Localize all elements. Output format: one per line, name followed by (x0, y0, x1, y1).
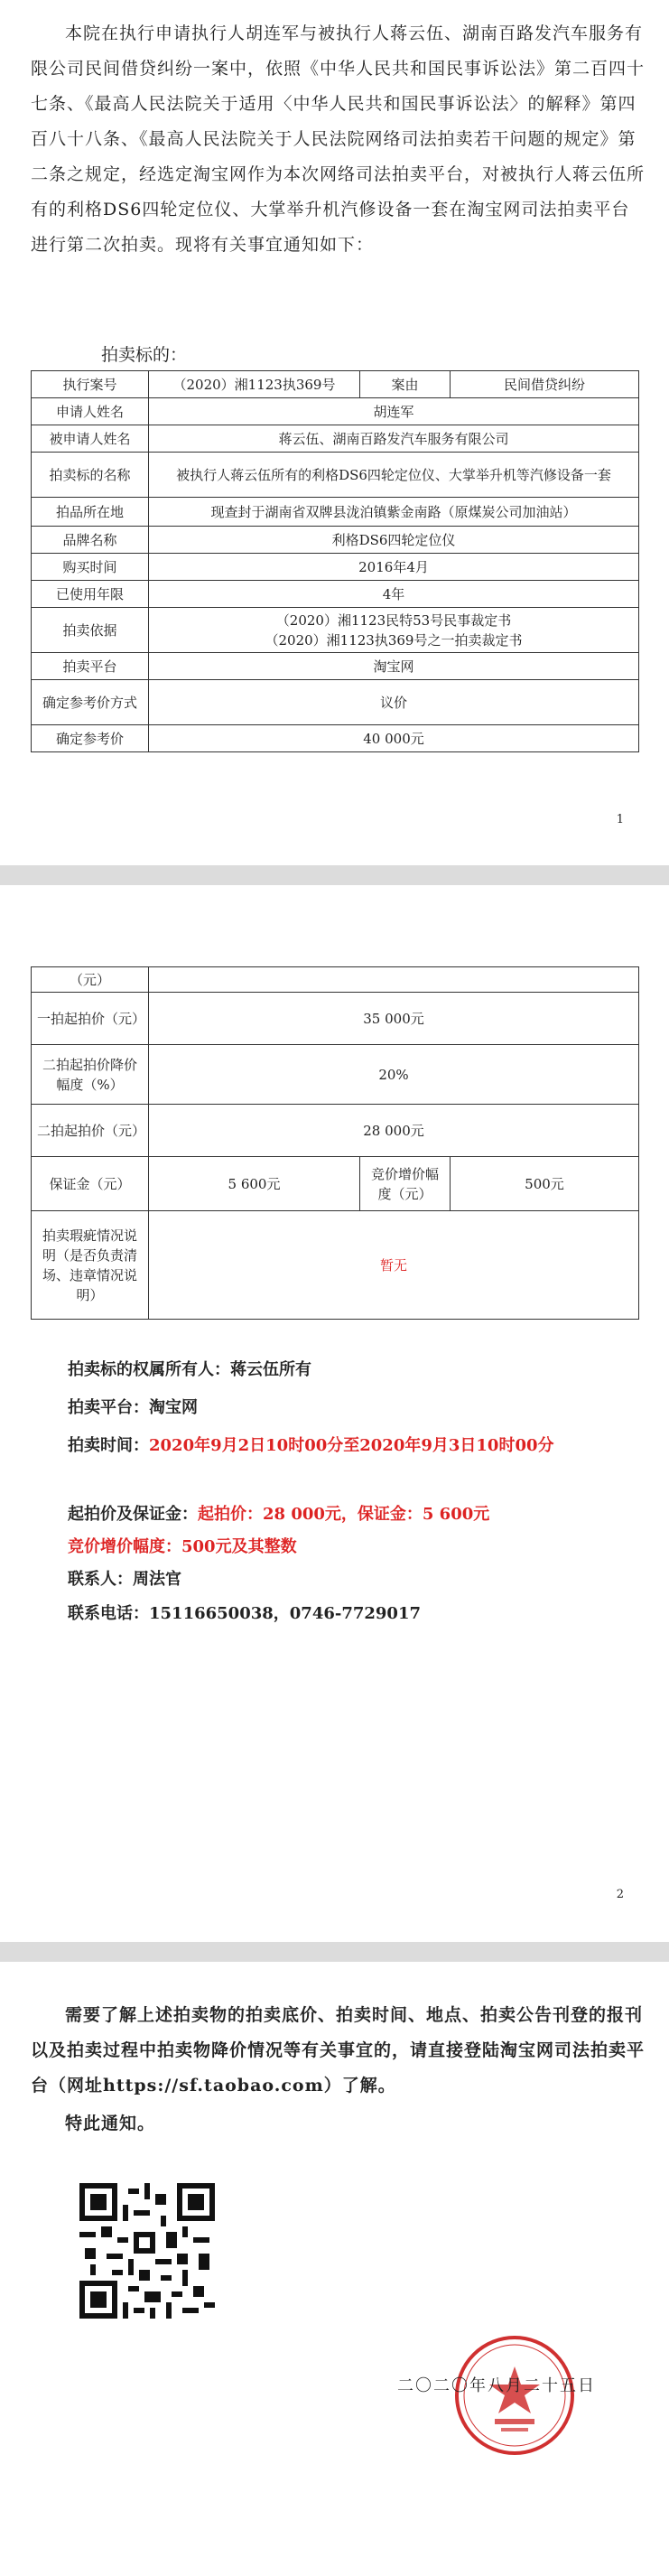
table-row (32, 554, 639, 581)
cell-key: 拍卖依据 (32, 608, 149, 653)
page-number: 2 (616, 1888, 624, 1901)
cell-value: 胡连军 (149, 398, 639, 425)
table-row (32, 398, 639, 425)
defect-value: 暂无 (149, 1211, 639, 1320)
table-row (32, 453, 639, 498)
auction-table-2 (31, 966, 639, 1320)
cell-key: 执行案号 (32, 371, 149, 398)
cell-key: （元） (32, 967, 149, 993)
table-row (32, 498, 639, 527)
cell-key: 确定参考价方式 (32, 680, 149, 725)
cell-key: 品牌名称 (32, 527, 149, 554)
notice-paragraph: 需要了解上述拍卖物的拍卖底价、拍卖时间、地点、拍卖公告刊登的报刊以及拍卖过程中拍卖物降价情况等有关事宜的，请直接登陆淘宝网司法拍卖平台（网址https://sf.taobao.com）了解。 (31, 2005, 646, 2095)
owner-line: 拍卖标的权属所有人：蒋云伍所有 (68, 1360, 311, 1379)
table-row (32, 527, 639, 554)
cell-value (149, 967, 639, 993)
table-row (32, 1211, 639, 1320)
defect-label: 拍卖瑕疵情况说明（是否负责清场、违章情况说明） (32, 1211, 149, 1320)
cell-value: 28 000元 (149, 1105, 639, 1157)
cell-value: 现查封于湖南省双牌县泷泊镇紫金南路（原煤炭公司加油站） (149, 498, 639, 527)
cell-key: 确定参考价 (32, 725, 149, 752)
cell-key: 拍卖平台 (32, 653, 149, 680)
cell-value: （2020）湘1123执369号 (149, 371, 360, 398)
table-row (32, 725, 639, 752)
contact-line: 联系人：周法官 (68, 1570, 181, 1589)
cell-key: 二拍起拍价降价幅度（%） (32, 1045, 149, 1105)
cell-value: 议价 (149, 680, 639, 725)
cell-key: 案由 (360, 371, 451, 398)
table-row (32, 1157, 639, 1211)
cell-value: 利格DS6四轮定位仪 (149, 527, 639, 554)
increment-label: 竞价增价幅度（元） (360, 1157, 451, 1211)
cell-key: 已使用年限 (32, 581, 149, 608)
table-row (32, 1045, 639, 1105)
cell-value: 淘宝网 (149, 653, 639, 680)
page-2 (0, 885, 669, 1942)
cell-key: 拍卖标的名称 (32, 453, 149, 498)
deposit-value: 5 600元 (149, 1157, 360, 1211)
table-row (32, 608, 639, 653)
table-row (32, 1105, 639, 1157)
cell-key: 被申请人姓名 (32, 425, 149, 453)
table-row (32, 680, 639, 725)
table-row (32, 653, 639, 680)
table-row (32, 967, 639, 993)
cell-value: 20% (149, 1045, 639, 1105)
cell-value: 民间借贷纠纷 (451, 371, 639, 398)
deposit-label: 保证金（元） (32, 1157, 149, 1211)
cell-key: 申请人姓名 (32, 398, 149, 425)
platform-line: 拍卖平台：淘宝网 (68, 1398, 198, 1417)
page-1 (0, 0, 669, 865)
increment-value: 500元 (451, 1157, 639, 1211)
cell-value: 蒋云伍、湖南百路发汽车服务有限公司 (149, 425, 639, 453)
auction-table-1 (31, 370, 639, 752)
cell-value: 4年 (149, 581, 639, 608)
cell-value: 被执行人蒋云伍所有的利格DS6四轮定位仪、大掌举升机等汽修设备一套 (149, 453, 639, 498)
cell-value: 35 000元 (149, 993, 639, 1045)
cell-value: 40 000元 (149, 725, 639, 752)
time-line: 拍卖时间：2020年9月2日10时00分至2020年9月3日10时00分 (68, 1436, 554, 1455)
notice-date: 二〇二〇年八月二十五日 (397, 2376, 596, 2395)
table-row (32, 993, 639, 1045)
intro-paragraph: 本院在执行申请执行人胡连军与被执行人蒋云伍、湖南百路发汽车服务有限公司民间借贷纠纷一案中，依照《中华人民共和国民事诉讼法》第二百四十七条、《最高人民法院关于适用〈中华人民共和国民事诉讼法〉的解释》第四百八十八条、《最高人民法院关于人民法院网络司法拍卖若干问题的规定》第二条之规定，经选定淘宝网作为本次网络司法拍卖平台，对被执行人蒋云伍所有的利格DS6四轮定位仪、大掌举升机汽修设备一套在淘宝网司法拍卖平台进行第二次拍卖。现将有关事宜通知如下： (31, 23, 646, 255)
cell-key: 一拍起拍价（元） (32, 993, 149, 1045)
cell-key: 拍品所在地 (32, 498, 149, 527)
cell-key: 购买时间 (32, 554, 149, 581)
increment-line: 竞价增价幅度：500元及其整数 (68, 1537, 297, 1556)
cell-key: 二拍起拍价（元） (32, 1105, 149, 1157)
cell-value: （2020）湘1123民特53号民事裁定书 （2020）湘1123执369号之一拍卖裁定书 (149, 608, 639, 653)
phone-line: 联系电话：15116650038，0746-7729017 (68, 1604, 422, 1623)
page-3 (0, 1962, 669, 2576)
table-row (32, 425, 639, 453)
page-number: 1 (616, 813, 624, 826)
closing-line: 特此通知。 (65, 2114, 156, 2133)
section-label: 拍卖标的： (101, 345, 188, 365)
price-line: 起拍价及保证金：起拍价：28 000元，保证金：5 600元 (68, 1505, 490, 1524)
table-row (32, 371, 639, 398)
qr-code-icon (79, 2183, 215, 2319)
cell-value: 2016年4月 (149, 554, 639, 581)
table-row (32, 581, 639, 608)
